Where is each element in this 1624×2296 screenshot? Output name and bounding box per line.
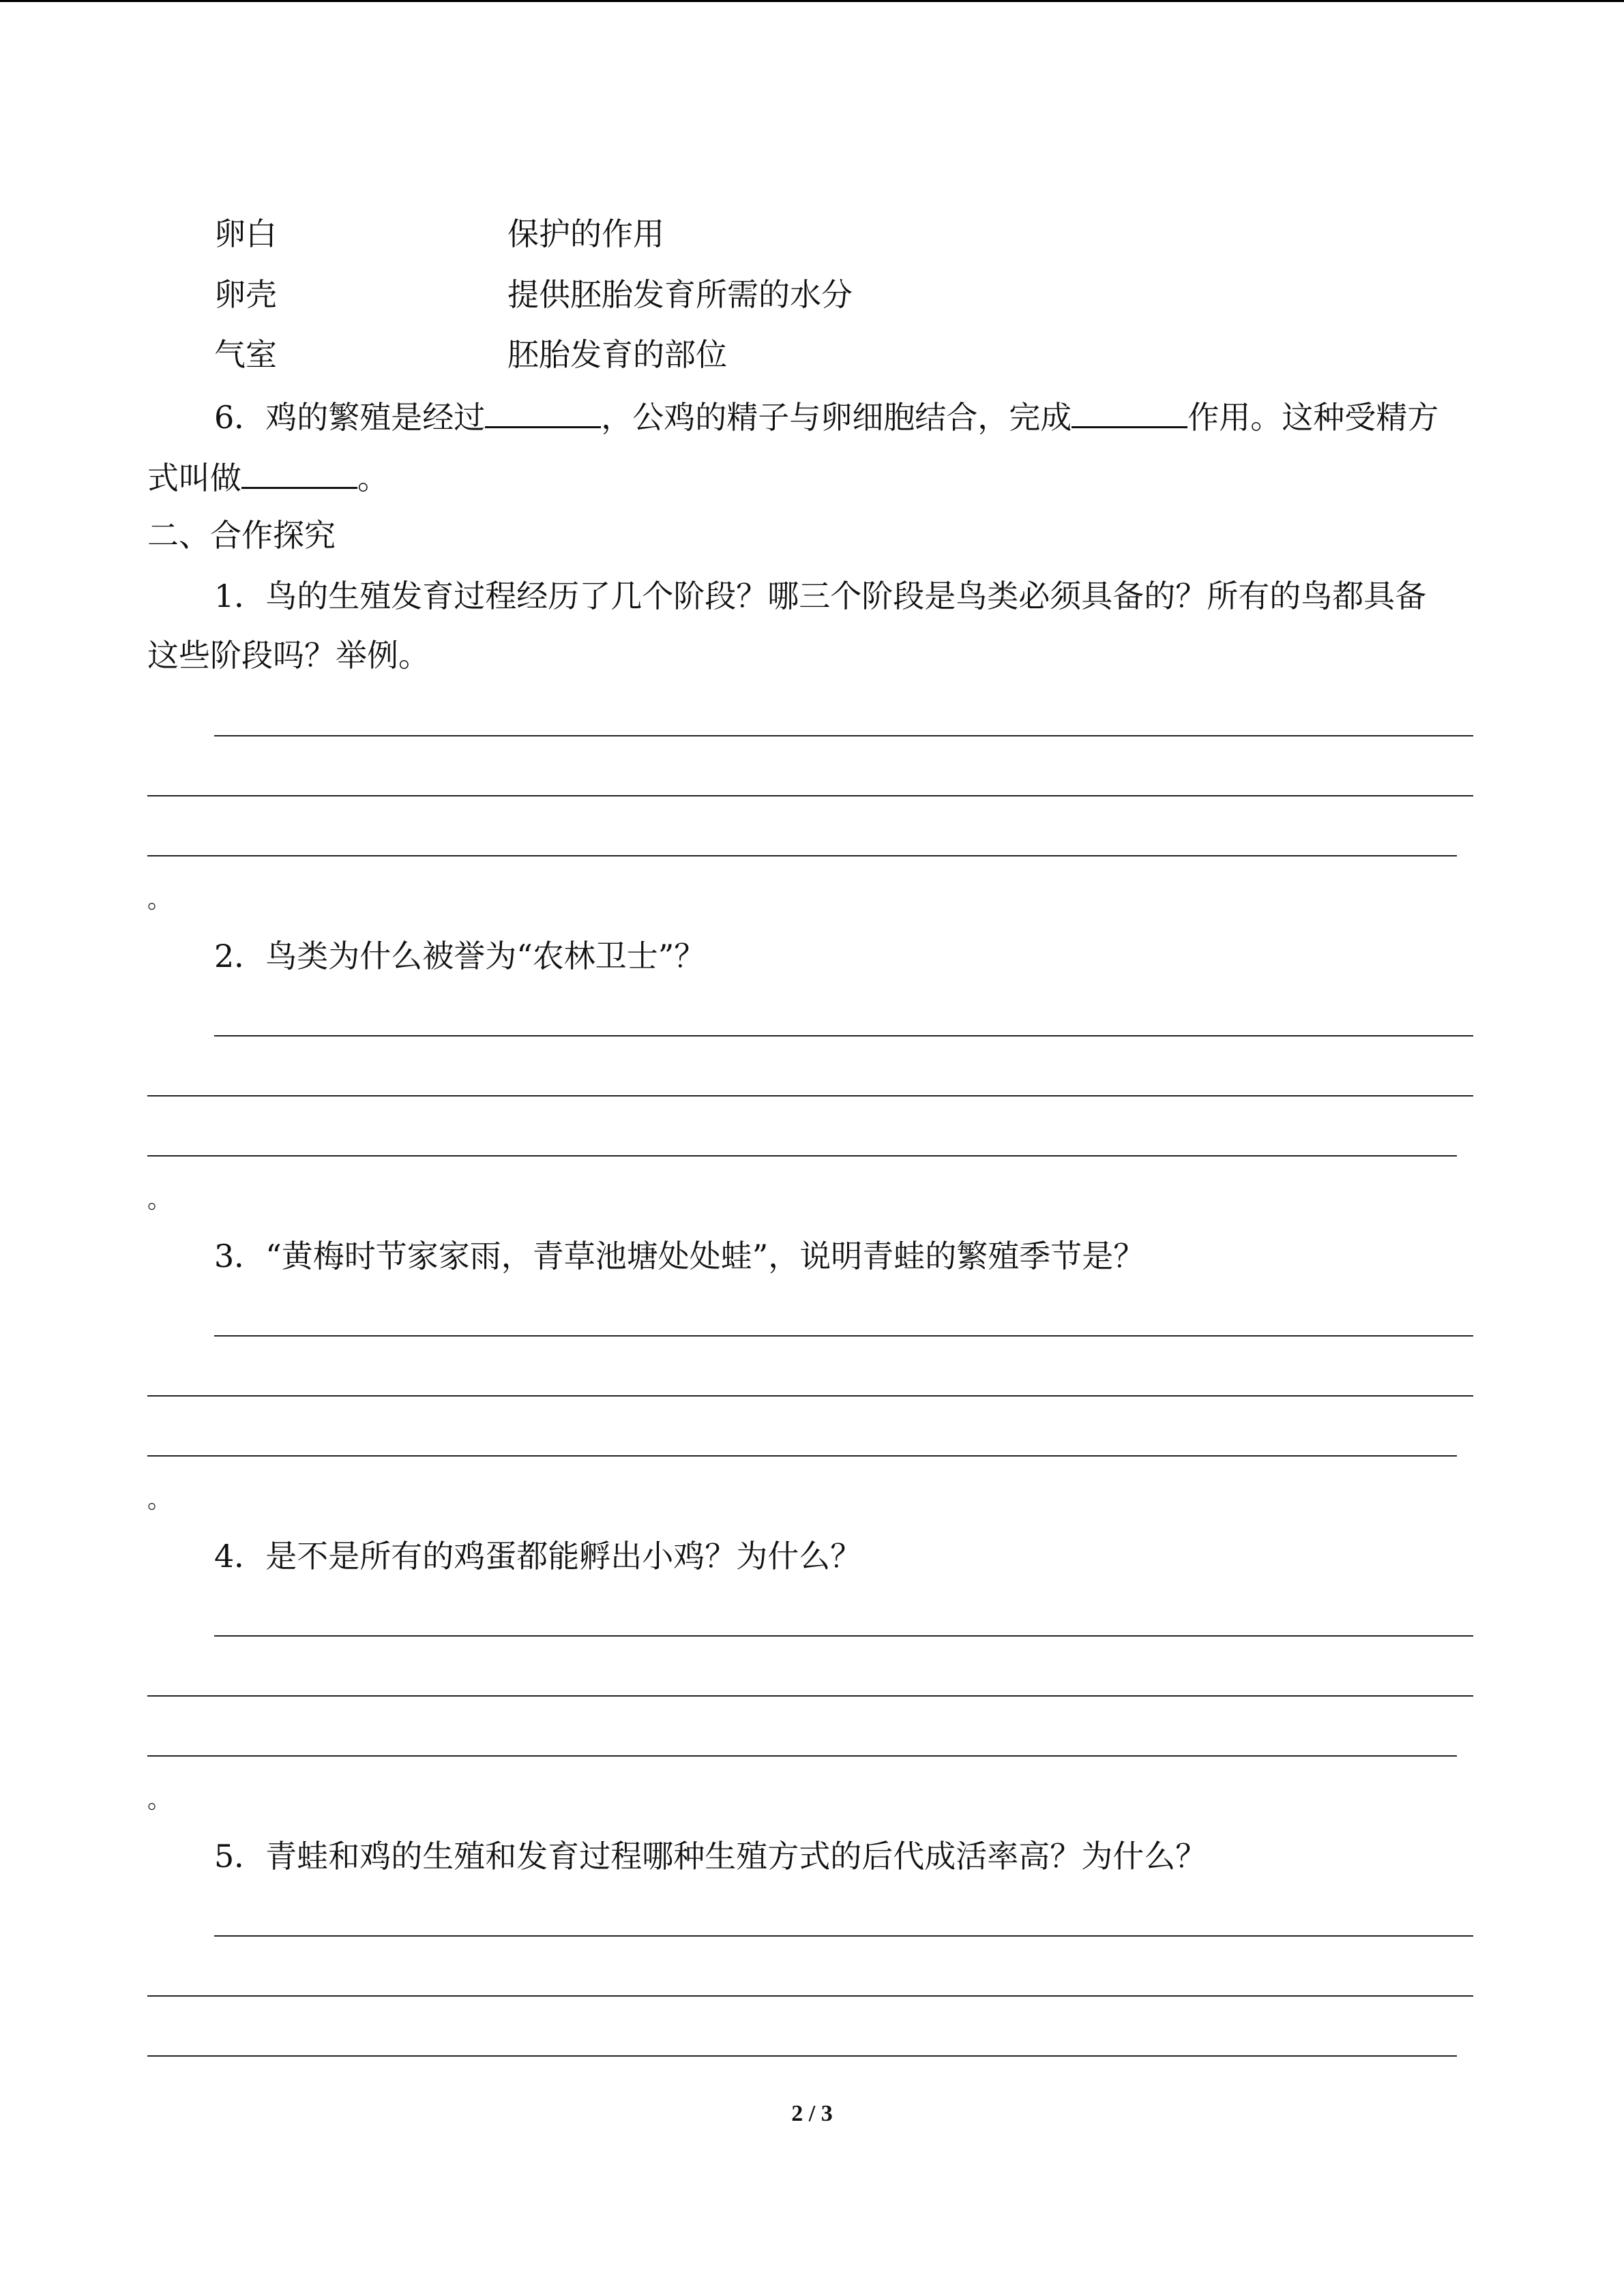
answer-line[interactable] [214, 1635, 1473, 1637]
match-right-1: 保护的作用 [507, 215, 664, 252]
match-left-2: 卵壳 [214, 276, 277, 313]
question-3: 3．“黄梅时节家家雨，青草池塘处处蛙”，说明青蛙的繁殖季节是？ [214, 1238, 1145, 1274]
question-2: 2．鸟类为什么被誉为“农林卫士”？ [214, 938, 706, 974]
section-title: 二、合作探究 [147, 517, 336, 554]
answer-line[interactable] [147, 1695, 1473, 1697]
answer-line[interactable] [214, 1035, 1473, 1037]
answer-end-mark: 。 [147, 1786, 173, 1814]
question-6-line-1 [214, 395, 1438, 438]
answer-line[interactable] [147, 1455, 1457, 1457]
answer-line[interactable] [214, 735, 1473, 736]
question-1-line-2: 这些阶段吗？举例。 [147, 637, 430, 674]
match-left-3: 气室 [214, 336, 277, 373]
answer-line[interactable] [147, 855, 1457, 856]
answer-end-mark: 。 [147, 1186, 173, 1214]
answer-line[interactable] [147, 1095, 1473, 1097]
answer-end-mark: 。 [147, 886, 173, 914]
question-6-line-2-end: 。 [357, 460, 389, 496]
answer-line[interactable] [147, 1995, 1473, 1997]
answer-line[interactable] [214, 1935, 1473, 1937]
answer-line[interactable] [147, 1755, 1457, 1757]
top-border [0, 0, 1624, 2]
answer-line[interactable] [147, 1395, 1473, 1397]
answer-end-mark: 。 [147, 1486, 173, 1514]
match-right-2: 提供胚胎发育所需的水分 [507, 276, 853, 313]
fill-blank-1[interactable] [485, 395, 601, 428]
fill-blank-2[interactable] [1072, 395, 1187, 428]
fill-blank-3[interactable] [241, 456, 357, 489]
question-6-line-2 [147, 456, 389, 498]
question-6-part-1: 6．鸡的繁殖是经过 [214, 399, 486, 436]
question-6-part-3: 作用。这种受精方 [1187, 399, 1439, 436]
match-right-3: 胚胎发育的部位 [507, 336, 727, 373]
answer-line[interactable] [147, 2055, 1457, 2057]
answer-line[interactable] [214, 1335, 1473, 1337]
question-6-part-2: ，公鸡的精子与卵细胞结合，完成 [601, 399, 1072, 436]
question-6-line-2-start: 式叫做 [147, 460, 241, 496]
question-5: 5．青蛙和鸡的生殖和发育过程哪种生殖方式的后代成活率高？为什么？ [214, 1838, 1207, 1875]
page-number: 2 / 3 [791, 2101, 833, 2126]
match-left-1: 卵白 [214, 215, 277, 252]
question-1-line-1: 1．鸟的生殖发育过程经历了几个阶段？哪三个阶段是鸟类必须具备的？所有的鸟都具备 [214, 578, 1427, 614]
question-4: 4．是不是所有的鸡蛋都能孵出小鸡？为什么？ [214, 1538, 862, 1575]
answer-line[interactable] [147, 1155, 1457, 1157]
answer-line[interactable] [147, 795, 1473, 796]
